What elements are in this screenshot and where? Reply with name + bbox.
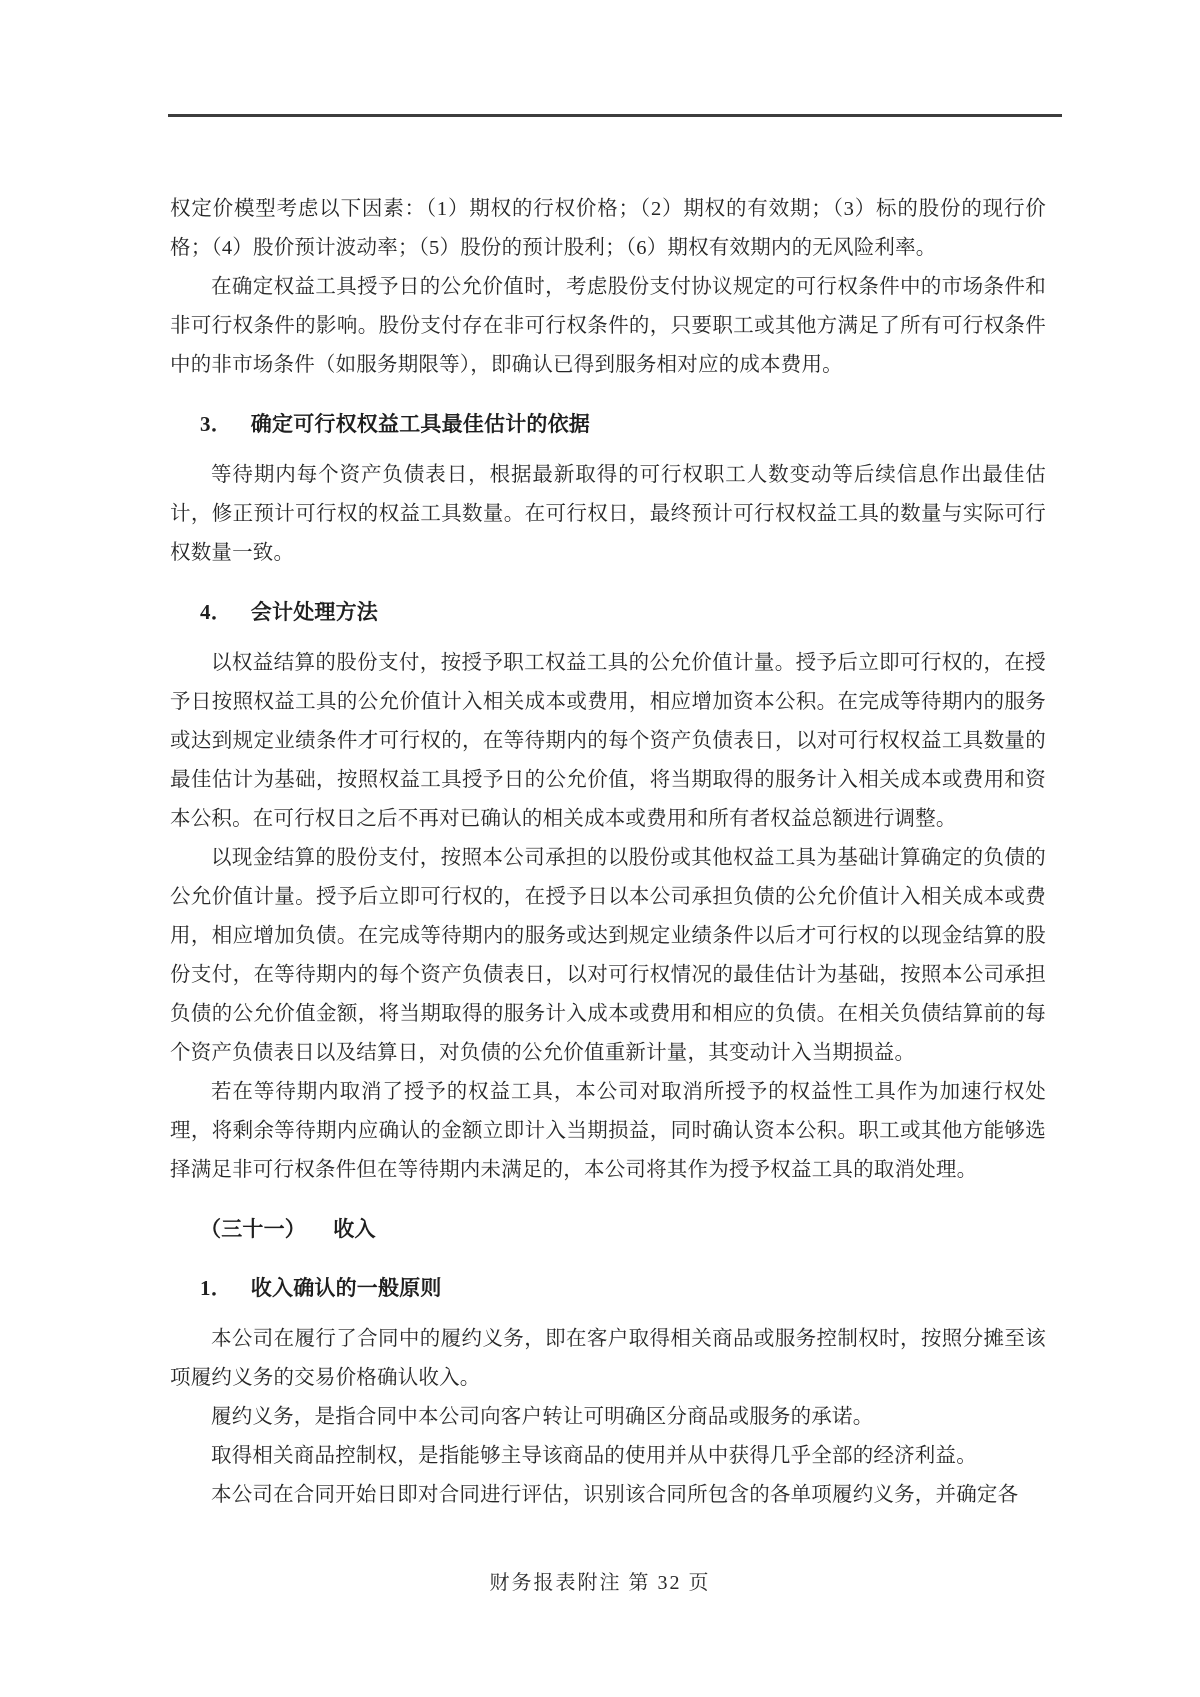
heading-number: 1．	[200, 1276, 232, 1300]
heading-4-accounting-treatment	[170, 593, 1046, 632]
paragraph-vesting-estimate: 等待期内每个资产负债表日，根据最新取得的可行权职工人数变动等后续信息作出最佳估计，修正预计可行权的权益工具数量。在可行权日，最终预计可行权权益工具的数量与实际可行权数量一致。	[170, 464, 1046, 564]
heading-text: 确定可行权权益工具最佳估计的依据	[250, 412, 590, 436]
header-rule	[168, 114, 1062, 117]
heading-text: 会计处理方法	[250, 600, 378, 624]
paragraph-fair-value-determination: 在确定权益工具授予日的公允价值时，考虑股份支付协议规定的可行权条件中的市场条件和非可行权条件的影响。股份支付存在非可行权条件的，只要职工或其他方满足了所有可行权条件中的非市场条件（如服务期限等），即确认已得到服务相对应的成本费用。	[170, 276, 1046, 376]
heading-text: 收入确认的一般原则	[250, 1276, 442, 1300]
heading-3-vesting-estimate-basis	[170, 405, 1046, 444]
paragraph-contract-assessment: 本公司在合同开始日即对合同进行评估，识别该合同所包含的各单项履约义务，并确定各	[211, 1484, 1019, 1506]
paragraph-cancellation-treatment: 若在等待期内取消了授予的权益工具，本公司对取消所授予的权益性工具作为加速行权处理，将剩余等待期内应确认的金额立即计入当期损益，同时确认资本公积。职工或其他方能够选择满足非可行权条件但在等待期内未满足的，本公司将其作为授予权益工具的取消处理。	[170, 1081, 1046, 1181]
footer-text: 财务报表附注 第 32 页	[489, 1572, 711, 1594]
heading-text: 收入	[333, 1217, 376, 1241]
paragraph-control-of-goods-definition: 取得相关商品控制权，是指能够主导该商品的使用并从中获得几乎全部的经济利益。	[211, 1445, 977, 1467]
page-footer	[0, 1566, 1200, 1595]
paragraph-option-pricing-factors: 权定价模型考虑以下因素：（1）期权的行权价格；（2）期权的有效期；（3）标的股份的现行价格；（4）股价预计波动率；（5）股份的预计股利；（6）期权有效期内的无风险利率。	[170, 198, 1046, 259]
heading-number: 3．	[200, 412, 232, 436]
paragraph-performance-obligation-definition: 履约义务，是指合同中本公司向客户转让可明确区分商品或服务的承诺。	[211, 1406, 874, 1428]
paragraph-equity-settled-payment: 以权益结算的股份支付，按授予职工权益工具的公允价值计量。授予后立即可行权的，在授予日按照权益工具的公允价值计入相关成本或费用，相应增加资本公积。在完成等待期内的服务或达到规定业绩条件才可行权的，在等待期内的每个资产负债表日，以对可行权权益工具数量的最佳估计为基础，按照权益工具授予日的公允价值，将当期取得的服务计入相关成本或费用和资本公积。在可行权日之后不再对已确认的相关成本或费用和所有者权益总额进行调整。	[170, 652, 1046, 830]
heading-1-revenue-general-principles	[170, 1269, 1046, 1308]
document-body	[170, 190, 1046, 1515]
heading-section-31-revenue	[170, 1210, 1046, 1249]
heading-number: 4．	[200, 600, 232, 624]
paragraph-cash-settled-payment: 以现金结算的股份支付，按照本公司承担的以股份或其他权益工具为基础计算确定的负债的公允价值计量。授予后立即可行权的，在授予日以本公司承担负债的公允价值计入相关成本或费用，相应增加负债。在完成等待期内的服务或达到规定业绩条件以后才可行权的以现金结算的股份支付，在等待期内的每个资产负债表日，以对可行权情况的最佳估计为基础，按照本公司承担负债的公允价值金额，将当期取得的服务计入成本或费用和相应的负债。在相关负债结算前的每个资产负债表日以及结算日，对负债的公允价值重新计量，其变动计入当期损益。	[170, 847, 1046, 1064]
paragraph-revenue-recognition: 本公司在履行了合同中的履约义务，即在客户取得相关商品或服务控制权时，按照分摊至该项履约义务的交易价格确认收入。	[170, 1328, 1046, 1389]
heading-number: （三十一）	[200, 1217, 306, 1241]
